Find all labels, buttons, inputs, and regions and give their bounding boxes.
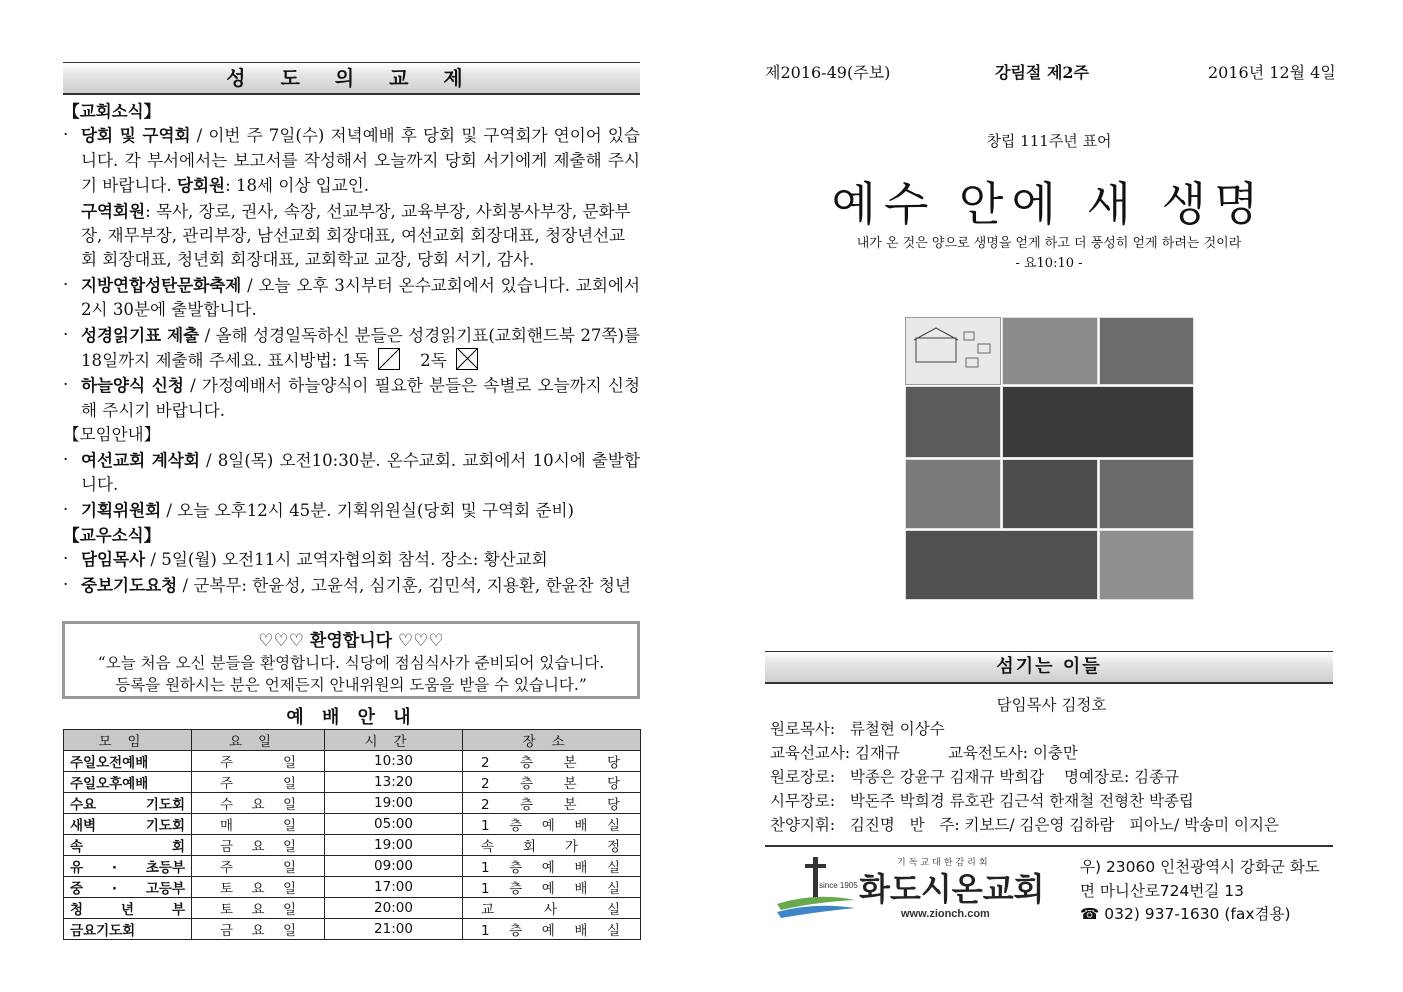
service-name: 주일오전예배 (64, 751, 192, 772)
column-header: 모임 (64, 730, 192, 751)
category-meetings: 【모임안내】 (63, 425, 161, 445)
table-row (64, 751, 641, 772)
table-row (64, 919, 641, 940)
denomination-label: 기독교대한감리회 (897, 858, 991, 868)
welcome-line: “오늘 처음 오신 분들을 환영합니다. 식당에 점심식사가 준비되어 있습니다. (97, 654, 605, 672)
bullet: · (63, 125, 69, 145)
service-name: 중 · 고등부 (64, 877, 192, 898)
table-row (64, 793, 641, 814)
column-header: 장소 (463, 730, 641, 751)
servant-line: 원로장로: 박종은 강윤구 김재규 박희갑 명예장로: 김종규 (770, 768, 1180, 786)
service-name: 속 회 (64, 835, 192, 856)
servants-list (770, 693, 1333, 837)
meeting-title: 여선교회 계삭회 (81, 449, 200, 470)
news-title: 하늘양식 신청 (81, 375, 184, 396)
service-schedule-title: 예 배 안 내 (286, 707, 417, 728)
news-title: 당회 및 구역회 (81, 125, 191, 146)
member-news-body: / 5일(월) 오전11시 교역자협의회 참석. 장소: 황산교회 (145, 550, 548, 570)
service-day: 금 요 일 (192, 919, 325, 940)
bullet: · (63, 274, 69, 294)
service-day: 주 일 (192, 751, 325, 772)
meeting-item (63, 448, 640, 498)
servants-section-title: 섬기는 이들 (765, 651, 1333, 684)
service-name: 수요 기도회 (64, 793, 192, 814)
service-place: 2 층 본 당 (463, 772, 641, 793)
service-name: 주일오후예배 (64, 772, 192, 793)
member-news-title: 중보기도요청 (81, 574, 178, 595)
worship-service-photo (905, 530, 1098, 600)
address-line: 우) 23060 인천광역시 강화군 화도 (1080, 858, 1320, 876)
congregation-photo (1002, 317, 1098, 385)
address-line: 면 마니산로724번길 13 (1080, 881, 1244, 900)
news-subtitle: 구역회원 (81, 200, 146, 221)
bullet: · (63, 449, 69, 469)
servant-line: 원로목사: 류철현 이상수 (770, 720, 945, 738)
service-day: 매 일 (192, 814, 325, 835)
fellowship-section-title: 성 도 의 교 제 (63, 62, 640, 95)
sketch-icon (906, 318, 1000, 384)
category-member-news: 【교우소식】 (63, 524, 161, 545)
bullet: · (63, 324, 69, 344)
service-time: 20:00 (325, 898, 463, 919)
service-place: 2 층 본 당 (463, 751, 641, 772)
church-address (1080, 856, 1350, 927)
news-item (63, 273, 640, 323)
verse-text: 내가 온 것은 양으로 생명을 얻게 하고 더 풍성히 얻게 하려는 것이라 (856, 236, 1242, 251)
service-day: 토 요 일 (192, 898, 325, 919)
news-body: : 18세 이상 입교인. (225, 176, 370, 196)
service-place: 1 층 예 배 실 (463, 856, 641, 877)
service-time: 19:00 (325, 835, 463, 856)
service-time: 21:00 (325, 919, 463, 940)
one-reading-mark-icon (378, 348, 400, 370)
welcome-line: 등록을 원하시는 분은 언제든지 안내위원의 도움을 받을 수 있습니다.” (115, 676, 587, 694)
phone-line: ☎ 032) 937-1630 (fax겸용) (1080, 905, 1291, 923)
table-row (64, 814, 641, 835)
church-news (63, 99, 640, 598)
sanctuary-photo (1002, 386, 1194, 458)
group-photo (905, 386, 1001, 458)
table-row (64, 898, 641, 919)
bullet: · (63, 574, 69, 594)
verse-reference: - 요10:10 - (1015, 256, 1083, 271)
church-building-photo (1002, 459, 1098, 529)
service-schedule-table (63, 729, 641, 940)
bullet: · (63, 499, 69, 519)
service-time: 05:00 (325, 814, 463, 835)
fellowship-meal-photo (1099, 459, 1194, 529)
service-day: 주 일 (192, 856, 325, 877)
church-history-photo-collage (905, 317, 1194, 600)
service-place: 1 층 예 배 실 (463, 877, 641, 898)
servant-line: 시무장로: 박돈주 박희경 류호관 김근석 한재철 전형찬 박종립 (770, 792, 1194, 810)
service-day: 주 일 (192, 772, 325, 793)
service-name: 청 년 부 (64, 898, 192, 919)
choir-photo (1099, 530, 1194, 600)
news-title: 성경읽기표 제출 (81, 324, 200, 345)
service-name: 금요기도회 (64, 919, 192, 940)
bullet: · (63, 549, 69, 569)
service-day: 토 요 일 (192, 877, 325, 898)
service-place: 속 회 가 정 (463, 835, 641, 856)
footer-divider (765, 845, 1333, 847)
service-time: 17:00 (325, 877, 463, 898)
liturgical-season: 강림절 제2주 (995, 63, 1089, 82)
meeting-title: 기획위원회 (81, 499, 162, 520)
issue-number: 제2016-49(주보) (765, 63, 891, 82)
news-body: / 올해 성경일독하신 분들은 성경읽기표(교회핸드북 27쪽)를 18일까지 제출해 주세요. 표시방법: 1독 (81, 325, 641, 371)
news-body: / 오늘 오후 3시부터 온수교회에서 있습니다. 교회에서 2시 30분에 출발합니다. (81, 275, 640, 320)
news-item (63, 373, 640, 423)
bulletin-date: 2016년 12월 4일 (1208, 63, 1336, 82)
motto-text: 예수 안에 새 생명 (831, 177, 1267, 231)
column-header: 요일 (192, 730, 325, 751)
member-news-item (63, 573, 640, 598)
church-logo (775, 852, 1065, 927)
service-place: 교 사 실 (463, 898, 641, 919)
service-place: 1 층 예 배 실 (463, 814, 641, 835)
crowd-photo (905, 459, 1001, 529)
bullet: · (63, 375, 69, 395)
church-logo-icon (775, 852, 1065, 927)
two-reading-mark-icon (456, 348, 478, 370)
welcome-title: ♡♡♡ 환영합니다 ♡♡♡ (258, 631, 444, 651)
table-header-row (64, 730, 641, 751)
senior-pastor: 담임목사 김정호 (996, 696, 1107, 714)
service-time: 19:00 (325, 793, 463, 814)
welcome-box (62, 621, 640, 699)
meeting-body: / 8일(목) 오전10:30분. 온수교회. 교회에서 10시에 출발합니다. (81, 450, 640, 495)
meeting-body: / 오늘 오후12시 45분. 기획위원실(당회 및 구역회 준비) (161, 500, 574, 520)
fellowship-section (63, 62, 640, 598)
servant-line: 찬양지휘: 김진명 반 주: 키보드/ 김은영 김하람 피아노/ 박송미 이지은 (770, 816, 1279, 834)
news-subtitle: 당회원 (176, 175, 226, 196)
service-time: 13:20 (325, 772, 463, 793)
table-row (64, 772, 641, 793)
news-item-detail (63, 199, 640, 273)
service-day: 수 요 일 (192, 793, 325, 814)
since-label: since 1905 (819, 881, 858, 890)
two-reading-label: 2독 (420, 351, 447, 371)
motto-label: 창립 111주년 표어 (986, 132, 1112, 150)
member-news-item (63, 547, 640, 572)
service-place: 2 층 본 당 (463, 793, 641, 814)
news-body: : 목사, 장로, 권사, 속장, 선교부장, 교육부장, 사회봉사부장, 문화부장, 재무부장, 관리부장, 남선교회 회장대표, 여선교회 회장대표, 청장년선교회 회장대표, 청년회 회장대표, 교회학교 교장, 당회 서기, 감사. (81, 201, 631, 270)
church-name: 화도시온교회 (859, 870, 1045, 908)
church-sketch-photo (905, 317, 1001, 385)
table-row (64, 877, 641, 898)
category-church-news: 【교회소식】 (63, 101, 161, 121)
member-news-title: 담임목사 (81, 549, 146, 570)
member-news-body: / 군복무: 한윤성, 고윤석, 심기훈, 김민석, 지용환, 한윤찬 청년 (177, 575, 631, 595)
service-day: 금 요 일 (192, 835, 325, 856)
news-title: 지방연합성탄문화축제 (81, 274, 242, 295)
news-body: / 이번 주 7일(수) 저녁예배 후 당회 및 구역회가 연이어 있습니다. 각 부서에서는 보고서를 작성해서 오늘까지 당회 서기에게 제출해 주시기 바랍니다. (81, 126, 640, 196)
service-time: 10:30 (325, 751, 463, 772)
servant-entry: 교육선교사: 김재규 (770, 744, 900, 762)
servant-entry: 교육전도사: 이충만 (947, 744, 1078, 762)
service-name: 새벽 기도회 (64, 814, 192, 835)
meeting-item (63, 498, 640, 523)
old-church-photo (1099, 317, 1194, 385)
church-url: www.zionch.com (901, 908, 990, 920)
news-item (63, 123, 640, 198)
service-name: 유 · 초등부 (64, 856, 192, 877)
servant-line (770, 741, 1333, 765)
column-header: 시간 (325, 730, 463, 751)
service-place: 1 층 예 배 실 (463, 919, 641, 940)
news-item (63, 323, 640, 374)
servants-section (765, 651, 1333, 684)
news-body: / 가정예배서 하늘양식이 필요한 분들은 속별로 오늘까지 신청해 주시기 바랍니다. (81, 376, 640, 420)
table-row (64, 835, 641, 856)
motto-verse (765, 234, 1333, 274)
table-row (64, 856, 641, 877)
service-time: 09:00 (325, 856, 463, 877)
